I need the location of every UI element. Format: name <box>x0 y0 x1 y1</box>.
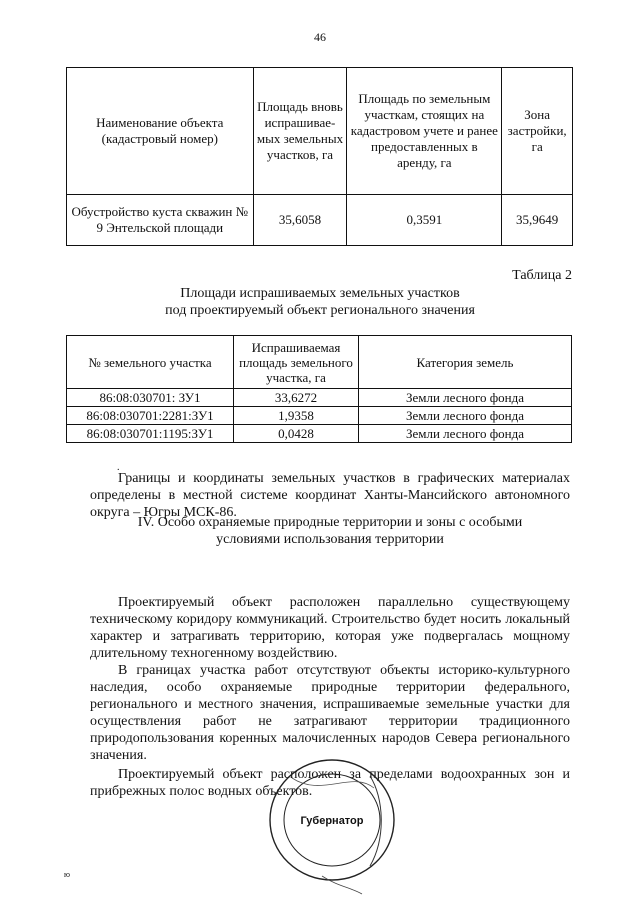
table-caption-line: Площади испрашиваемых земельных участков <box>180 286 460 301</box>
governor-stamp <box>262 758 412 898</box>
paragraph-corridor: Проектируемый объект расположен параллельно существующему техническому коридору коммуникаций. Строительство будет носить локальный характер и затрагивать территорию, которая уже подвергалась мощному длительному техногенному воздействию. <box>90 595 570 661</box>
stamp-seal-icon <box>262 758 412 898</box>
column-header: Испрашиваемая площадь земельного участка, га <box>234 336 359 389</box>
table-cell: 33,6272 <box>234 389 359 407</box>
column-header: Категория земель <box>359 336 572 389</box>
section-title <box>80 514 580 548</box>
table-header-row <box>67 336 572 389</box>
table-cell: 86:08:030701:2281:ЗУ1 <box>67 407 234 425</box>
paragraph-water-zones: Проектируемый объект расположен за пределами водоохранных зон и прибрежных полос водных объектов. <box>90 767 570 799</box>
table-cell: 86:08:030701: ЗУ1 <box>67 389 234 407</box>
table-header-row <box>67 68 573 195</box>
table-cell: 86:08:030701:1195:ЗУ1 <box>67 425 234 443</box>
column-header: Зона застройки, га <box>502 68 573 195</box>
table-cell: 35,6058 <box>253 195 347 246</box>
column-header: № земельного участка <box>67 336 234 389</box>
table-row <box>67 425 572 443</box>
land-plots-table <box>66 335 572 443</box>
paragraph-heritage: В границах участка работ отсутствуют объекты историко-культурного наследия, особо охраняемые природные территории федерального, регионального и местного значения, испрашиваемые земельные участки для осуществления работ не затрагивают территории традиционного природопользования коренных малочисленных народов Севера регионального значения. <box>90 663 570 763</box>
table-cell: 0,0428 <box>234 425 359 443</box>
table-label: Таблица 2 <box>512 268 572 283</box>
objects-area-table <box>66 67 573 246</box>
column-header: Наименование объекта (кадастровый номер) <box>67 68 254 195</box>
footer-mark: ю <box>64 870 70 879</box>
table-caption-line: под проектируемый объект регионального значения <box>165 303 475 318</box>
table-cell: Земли лесного фонда <box>359 389 572 407</box>
table-row <box>67 195 573 246</box>
table-row <box>67 407 572 425</box>
table-cell: Земли лесного фонда <box>359 425 572 443</box>
column-header: Площадь вновь испрашивае-мых земельных участков, га <box>253 68 347 195</box>
stray-dot: . <box>117 462 120 473</box>
table-caption <box>0 285 640 319</box>
stamp-center-text: Губернатор <box>300 815 364 827</box>
column-header: Площадь по земельным участкам, стоящих на кадастровом учете и ранее предоставленных в аренду, га <box>347 68 502 195</box>
section-title-line: IV. Особо охраняемые природные территории и зоны с особыми <box>137 515 523 530</box>
table-row <box>67 389 572 407</box>
table-cell: Земли лесного фонда <box>359 407 572 425</box>
table-cell: 1,9358 <box>234 407 359 425</box>
table-cell: Обустройство куста скважин № 9 Энтельской площади <box>67 195 254 246</box>
section-title-line: условиями использования территории <box>216 532 444 547</box>
paragraph-boundaries: Границы и координаты земельных участков в графических материалах определены в местной системе координат Ханты-Мансийского автономного округа – Югры МСК-86. <box>90 471 570 520</box>
page-number: 46 <box>314 30 326 44</box>
table-cell: 0,3591 <box>347 195 502 246</box>
table-cell: 35,9649 <box>502 195 573 246</box>
